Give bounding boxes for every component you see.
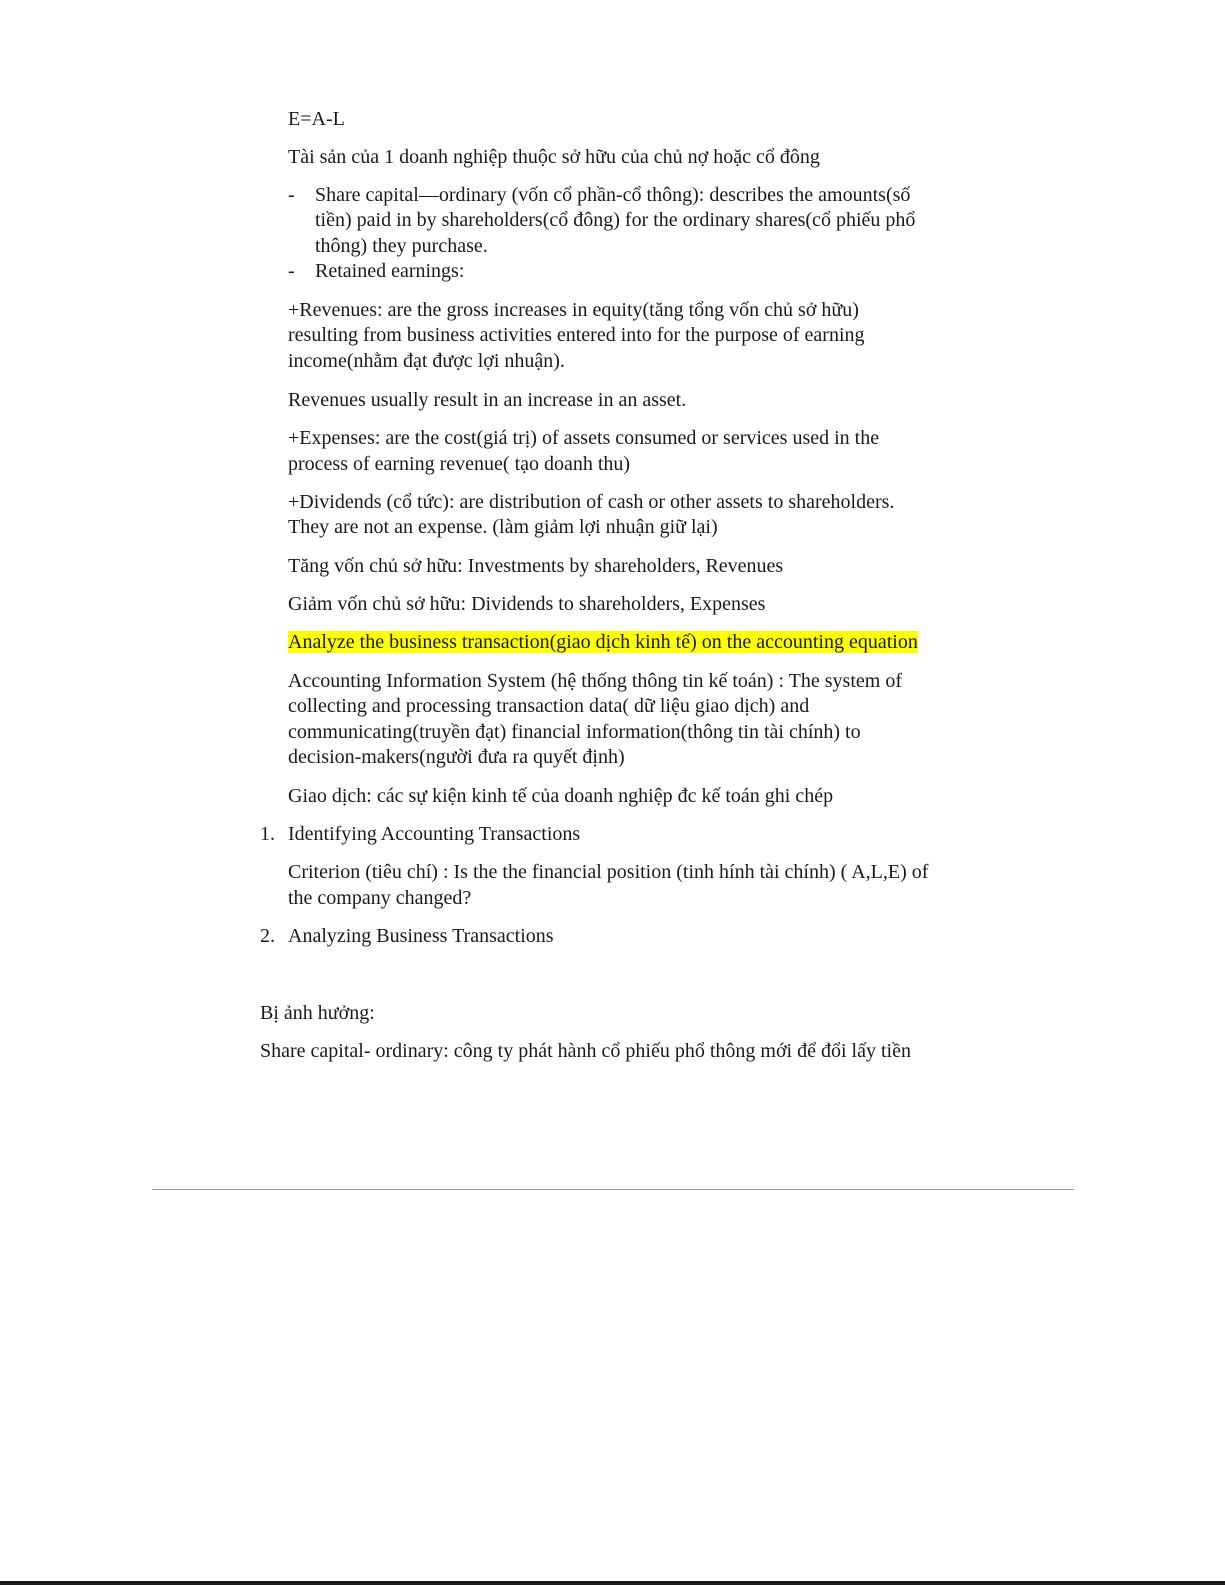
list-item-analyzing: Analyzing Business Transactions [288,925,554,947]
dividends-line-2: They are not an expense. (làm giảm lợi nhuận giữ lại) [288,516,718,538]
criterion-line-1: Criterion (tiêu chí) : Is the the financial position (tinh hính tài chính) ( A,L,E) of [288,861,929,883]
expenses-line-1: +Expenses: are the cost(giá trị) of assets consumed or services used in the [288,427,880,449]
share-capital-line-3: thông) they purchase. [315,235,488,257]
revenues-line-1: +Revenues: are the gross increases in equity(tăng tổng vốn chủ sở hữu) [288,299,859,321]
page-divider [152,1189,1074,1190]
share-capital-line-1: Share capital—ordinary (vốn cổ phần-cổ thông): describes the amounts(số [315,184,911,206]
revenues-asset-line: Revenues usually result in an increase in an asset. [288,389,687,411]
criterion-line-2: the company changed? [288,887,472,909]
bottom-edge-bar [0,1581,1225,1585]
list-item-identifying: Identifying Accounting Transactions [288,823,581,845]
ais-line-3: communicating(truyền đạt) financial information(thông tin tài chính) to [288,721,861,743]
dividends-line-1: +Dividends (cổ tức): are distribution of cash or other assets to shareholders. [288,491,895,513]
list-number-2: 2. [260,925,275,947]
retained-earnings-line: Retained earnings: [315,260,465,282]
highlighted-text: Analyze the business transaction(giao dịch kinh tế) on the accounting equation [288,631,918,653]
ais-line-1: Accounting Information System (hệ thống thông tin kế toán) : The system of [288,670,902,692]
equation-line: E=A-L [288,108,345,130]
revenues-line-2: resulting from business activities entered into for the purpose of earning [288,324,865,346]
ais-line-4: decision-makers(người đưa ra quyết định) [288,746,625,768]
list-number-1: 1. [260,823,275,845]
expenses-line-2: process of earning revenue( tạo doanh thu) [288,453,631,475]
ais-line-2: collecting and processing transaction data( dữ liệu giao dịch) and [288,695,810,717]
increase-equity-line: Tăng vốn chủ sở hữu: Investments by shareholders, Revenues [288,555,784,577]
revenues-line-3: income(nhằm đạt được lợi nhuận). [288,350,565,372]
decrease-equity-line: Giảm vốn chủ sở hữu: Dividends to shareholders, Expenses [288,593,766,615]
bullet-dash: - [288,260,295,282]
share-capital-line-2: tiền) paid in by shareholders(cổ đông) for the ordinary shares(cổ phiếu phổ [315,209,916,231]
bullet-dash: - [288,184,295,206]
analyze-transaction-highlight [288,630,918,655]
assets-ownership-line: Tài sản của 1 doanh nghiệp thuộc sở hữu của chủ nợ hoặc cổ đông [288,146,820,168]
share-capital-ordinary-line: Share capital- ordinary: công ty phát hành cổ phiếu phổ thông mới để đổi lấy tiền [260,1040,911,1062]
transactions-definition-line: Giao dịch: các sự kiện kinh tế của doanh nghiệp đc kế toán ghi chép [288,785,834,807]
affected-line: Bị ảnh hưởng: [260,1002,375,1024]
